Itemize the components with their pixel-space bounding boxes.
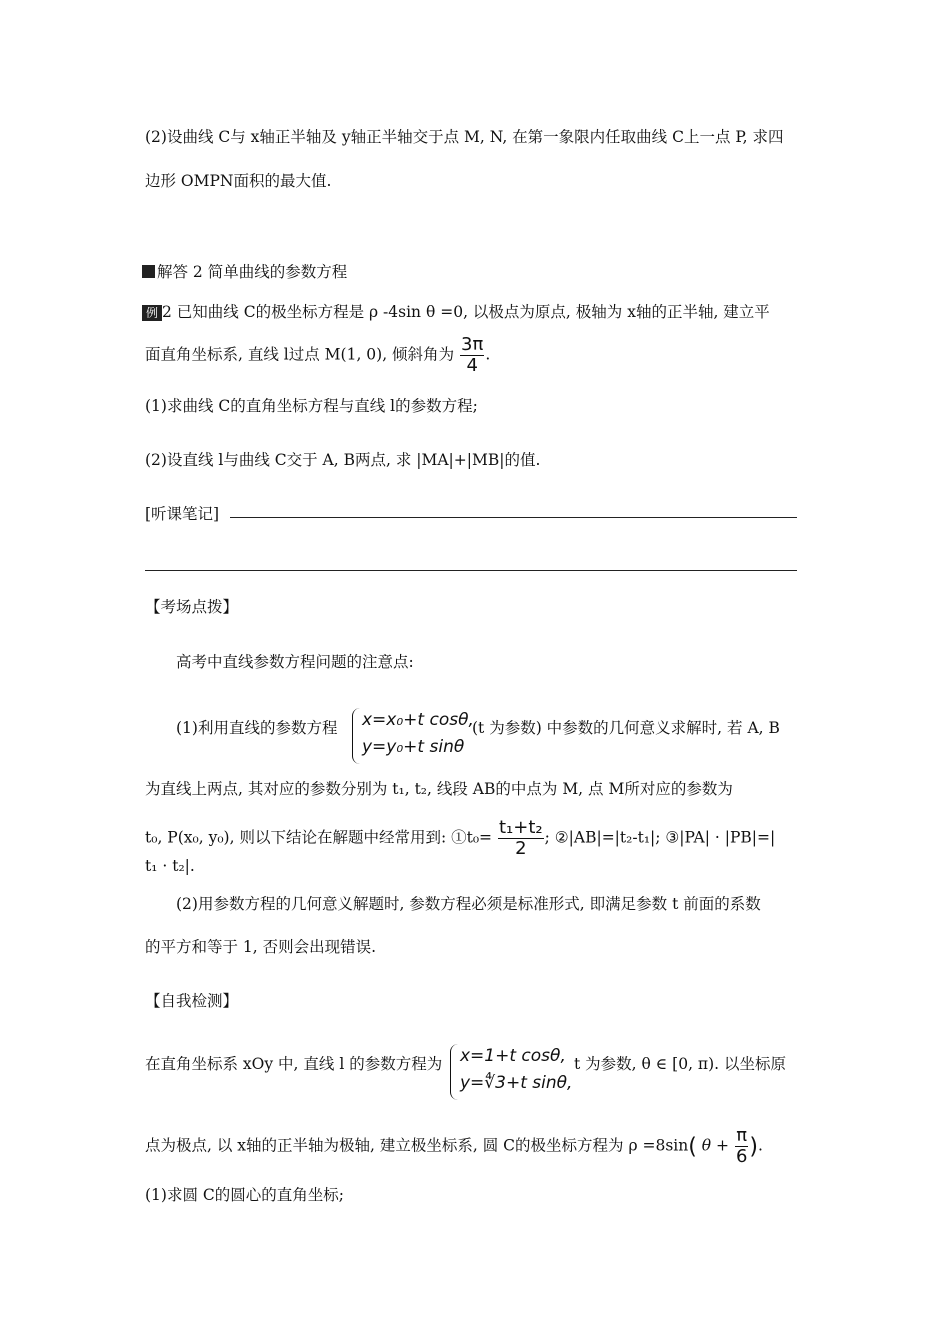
system-row-1: x=1+t cosθ,	[460, 1046, 566, 1066]
tips-p1-line3-a: t₀, P(x₀, y₀), 则以下结论在解题中经常用到: ①t₀=	[145, 828, 493, 847]
selfcheck-line1-b: t 为参数, θ ∈ [0, π). 以坐标原	[574, 1055, 787, 1073]
example2-line2-end: .	[485, 345, 491, 364]
example-badge-icon: 例	[142, 305, 162, 321]
system-row-2: y=y₀+t sinθ	[362, 737, 465, 757]
left-paren: (	[688, 1134, 697, 1160]
q-part2-line1: (2)设曲线 C与 x轴正半轴及 y轴正半轴交于点 M, N, 在第一象限内任取曲线 C上一点 P, 求四	[145, 128, 784, 146]
system-row-2: y=∜3+t sinθ,	[460, 1073, 573, 1093]
midpoint-numerator: t₁+t₂	[498, 817, 543, 838]
example2-line1	[142, 301, 770, 323]
tips-heading: 【考场点拨】	[145, 598, 239, 616]
tips-p2-line1: (2)用参数方程的几何意义解题时, 参数方程必须是标准形式, 即满足参数 t 前面的系数	[176, 895, 761, 913]
selfcheck-line2-a: 点为极点, 以 x轴的正半轴为极轴, 建立极坐标系, 圆 C的极坐标方程为 ρ =8sin	[145, 1136, 689, 1155]
angle-numerator: 3π	[461, 334, 484, 355]
example2-line2	[145, 335, 490, 376]
notes-rule-1[interactable]	[230, 517, 797, 518]
section-marker-icon	[142, 265, 155, 278]
angle-fraction	[460, 335, 484, 376]
tips-p2-line2: 的平方和等于 1, 否则会出现错误.	[145, 938, 377, 956]
example2-line1-text: 2 已知曲线 C的极坐标方程是 ρ -4sin θ =0, 以极点为原点, 极轴为 x轴的正半轴, 建立平	[162, 303, 770, 321]
right-paren: )	[749, 1134, 758, 1160]
selfcheck-param-system	[450, 1044, 573, 1100]
polar-fraction	[735, 1126, 748, 1167]
line-param-system	[352, 708, 472, 764]
tips-p1-line3	[145, 818, 775, 859]
left-brace	[450, 1044, 458, 1100]
notes-rule-2[interactable]	[145, 570, 797, 571]
midpoint-fraction	[498, 818, 544, 859]
example2-line2-text: 面直角坐标系, 直线 l过点 M(1, 0), 倾斜角为	[145, 345, 455, 364]
left-brace	[352, 708, 360, 764]
selfcheck-heading: 【自我检测】	[145, 992, 239, 1010]
tips-intro: 高考中直线参数方程问题的注意点:	[176, 653, 414, 671]
midpoint-denominator: 2	[515, 837, 527, 859]
q-part2-line2: 边形 OMPN面积的最大值.	[145, 172, 332, 190]
selfcheck-arg: θ +	[701, 1136, 730, 1155]
tips-p1-line3-b: ; ②|AB|=|t₂-t₁|; ③|PA| · |PB|=|	[544, 828, 776, 847]
tips-p1-start: (1)利用直线的参数方程	[176, 719, 338, 737]
tips-p1-line4: t₁ · t₂|.	[145, 857, 195, 875]
selfcheck-line2-end: .	[758, 1136, 763, 1155]
notes-label: [听课笔记]	[145, 505, 220, 523]
selfcheck-line1-a: 在直角坐标系 xOy 中, 直线 l 的参数方程为	[145, 1055, 443, 1073]
polar-numerator: π	[736, 1125, 748, 1146]
angle-denominator: 4	[466, 354, 478, 376]
section-title-text: 解答 2 简单曲线的参数方程	[157, 263, 348, 281]
polar-denominator: 6	[735, 1145, 748, 1167]
section-title	[142, 261, 347, 283]
selfcheck-part1: (1)求圆 C的圆心的直角坐标;	[145, 1186, 344, 1204]
selfcheck-line2	[145, 1126, 763, 1167]
example2-part2: (2)设直线 l与曲线 C交于 A, B两点, 求 |MA|+|MB|的值.	[145, 451, 541, 469]
system-row-1: x=x₀+t cosθ,	[362, 710, 474, 730]
example2-part1: (1)求曲线 C的直角坐标方程与直线 l的参数方程;	[145, 397, 478, 415]
tips-p1-after: (t 为参数) 中参数的几何意义求解时, 若 A, B	[472, 719, 780, 737]
tips-p1-line2: 为直线上两点, 其对应的参数分别为 t₁, t₂, 线段 AB的中点为 M, 点 M所对应的参数为	[145, 780, 733, 798]
